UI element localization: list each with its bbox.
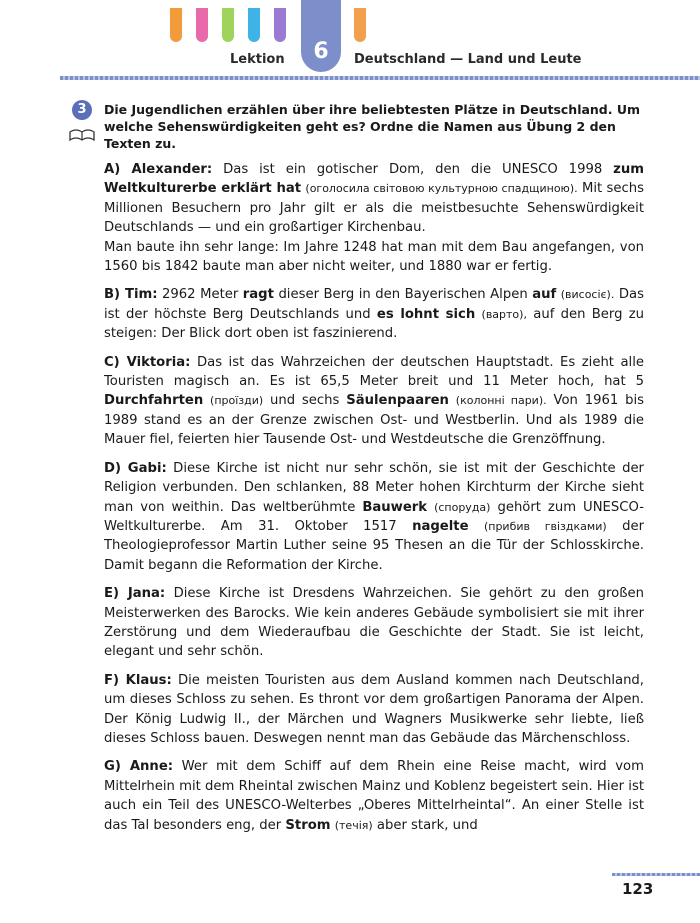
- vocab-term: Durchfahrten: [104, 393, 204, 409]
- text-a: [104, 160, 644, 276]
- color-tab: [354, 8, 366, 42]
- footer-divider: [612, 873, 700, 876]
- text-body: und sechs: [270, 393, 340, 409]
- text-b: [104, 285, 644, 343]
- header-divider: [60, 76, 700, 80]
- vocab-term: es lohnt sich: [376, 306, 476, 322]
- text-body: aber stark, und: [376, 817, 478, 833]
- text-c: [104, 353, 644, 450]
- translation-gloss: (прибив гвіздками): [483, 519, 607, 533]
- translation-gloss: (оголосила світовою культурною спадщиною).: [305, 182, 578, 196]
- task-number: 3: [72, 100, 92, 120]
- translation-gloss: (варто),: [481, 307, 527, 321]
- vocab-term: zum Weltkulturerbe erklärt hat: [104, 162, 644, 197]
- speaker-label: B) Tim:: [104, 287, 158, 303]
- speaker-label: G) Anne:: [104, 759, 174, 775]
- vocab-term: nagelte: [412, 518, 469, 534]
- text-body: Wer mit dem Schiff auf dem Rhein eine Reise macht, wird vom Mittelrhein mit dem Rheintal zwischen Mainz und Koblenz begeistert sein. Hier ist auch ein Teil des UNESCO-Welterbes „Oberes Mittelrheintal“. An einer Stelle ist das Tal besonders eng, der: [104, 759, 644, 833]
- open-book-icon: [68, 128, 96, 144]
- text-body: gehört zum UNESCO-Weltkulturerbe. Am 31. Oktober 1517: [104, 499, 644, 534]
- text-body: Diese Kirche ist Dresdens Wahrzeichen. Sie gehört zu den großen Meisterwerken des Barocks. Wie kein anderes Gebäude symbolisiert sie mit ihrer Zerstörung und dem Wiederaufbau die Geschichte der Stadt. Sie ist leicht, elegant und sehr schön.: [104, 586, 644, 660]
- speaker-label: E) Jana:: [104, 586, 166, 602]
- translation-gloss: (висоcіє).: [560, 288, 615, 302]
- speaker-label: C) Viktoria:: [104, 354, 191, 370]
- text-body: Das ist das Wahrzeichen der deutschen Hauptstadt. Es zieht alle Touristen magisch an. Es ist 65,5 Meter breit und 11 Meter hoch, hat 5: [104, 354, 645, 390]
- text-body: Das ist ein gotischer Dom, den die UNESCO 1998: [223, 162, 603, 177]
- text-body: Das ist der höchste Berg Deutschlands und: [104, 287, 644, 322]
- chapter-title: Deutschland — Land und Leute: [354, 52, 582, 67]
- speaker-label: D) Gabi:: [104, 460, 167, 476]
- lesson-number-badge: [301, 0, 341, 72]
- vocab-term: Säulenpaaren: [346, 393, 449, 409]
- text-body: auf den Berg zu steigen: Der Blick dort oben ist faszinierend.: [104, 306, 644, 342]
- text-body: Man baute ihn sehr lange: Im Jahre 1248 hat man mit dem Bau angefangen, von 1560 bis 1842 baute man aber nicht weiter, und 1880 war er fertig.: [104, 239, 644, 275]
- task-instruction: Die Jugendlichen erzählen über ihre beliebtesten Plätze in Deutschland. Um welche Sehenswürdigkeiten geht es? Ordne die Namen aus Übung 2 den Texten zu.: [104, 102, 641, 151]
- lesson-label: Lektion: [230, 52, 285, 67]
- text-g: [104, 757, 644, 835]
- color-tab: [248, 8, 260, 42]
- vocab-term: ragt: [242, 287, 274, 303]
- text-e: [104, 584, 644, 662]
- text-body: dieser Berg in den Bayerischen Alpen: [278, 287, 528, 303]
- vocab-term: Strom: [285, 817, 331, 833]
- lesson-number: 6: [313, 39, 329, 64]
- color-tab: [274, 8, 286, 42]
- text-list: [104, 160, 644, 844]
- vocab-term: Bauwerk: [362, 499, 428, 515]
- speaker-label: A) Alexander:: [104, 162, 213, 177]
- text-body: Die meisten Touristen aus dem Ausland kommen nach Deutschland, um dieses Schloss zu sehen. Es thront vor dem großartigen Panorama der Alpen. Der König Ludwig II., der Märchen und Wagners Musikwerke sehr liebte, ließ dieses Schloss bauen. Deswegen nennt man das Gebäude das Märchenschloss.: [104, 672, 644, 746]
- translation-gloss: (колонні пари).: [455, 394, 547, 408]
- speaker-label: F) Klaus:: [104, 672, 172, 688]
- text-body: Mit sechs Millionen Besuchern pro Jahr gilt er als die meistbesuchte Sehenswürdigkeit Deutschlands — und ein großartiger Kirchenbau.: [104, 181, 644, 236]
- text-f: [104, 671, 644, 749]
- text-body: der Theologieprofessor Martin Luther seine 95 Thesen an die Tür der Schlosskirche. Damit begann die Reformation der Kirche.: [104, 518, 644, 573]
- color-tab: [222, 8, 234, 42]
- text-d: [104, 459, 644, 575]
- vocab-term: auf: [532, 287, 557, 303]
- text-body: Diese Kirche ist nicht nur sehr schön, sie ist mit der Geschichte der Religion verbunden. Den schlanken, 88 Meter hohen Kirchturm der Kirche sieht man von weithin. Das weltberühmte: [104, 460, 644, 515]
- color-tab: [196, 8, 208, 42]
- translation-gloss: (споруда): [434, 500, 491, 514]
- translation-gloss: (проїзди): [210, 394, 264, 408]
- page-number: 123: [622, 880, 654, 898]
- text-body: 2962 Meter: [162, 287, 239, 303]
- text-body: Von 1961 bis 1989 stand es an der Grenze zwischen Ost- und Westberlin. Und als 1989 die Mauer fiel, feierten hier Tausende Ost- und Westdeutsche die Grenzöffnung.: [104, 393, 644, 448]
- translation-gloss: (течія): [334, 818, 373, 832]
- color-tab: [170, 8, 182, 42]
